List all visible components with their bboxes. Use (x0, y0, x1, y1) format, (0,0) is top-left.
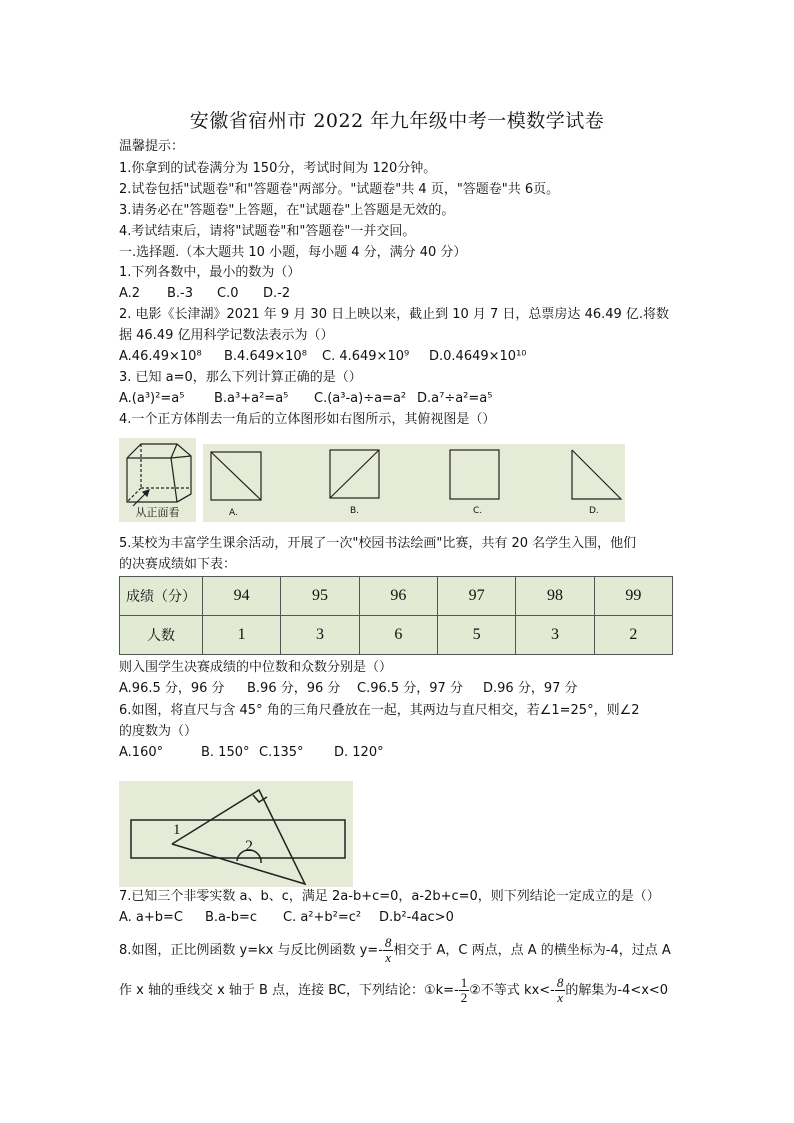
q6-stem: 6.如图，将直尺与含 45° 角的三角尺叠放在一起，其两边与直尺相交，若∠1=25°，则∠2 (119, 703, 640, 718)
table-cell: 95 (281, 577, 359, 616)
q3-option-d: D.a⁷÷a²=a⁵ (417, 391, 493, 406)
fraction (383, 936, 394, 965)
table-cell: 3 (281, 616, 359, 655)
fraction-numerator: 8 (556, 975, 564, 990)
angle-2-label: 2 (245, 838, 253, 855)
q3-option-a: A.(a³)²=a⁵ (119, 391, 185, 406)
q2-option-b: B.4.649×10⁸ (224, 349, 307, 364)
q6-options (119, 744, 384, 762)
q8-line-1 (119, 936, 671, 966)
q6-stem-cont: 的度数为（） (119, 724, 198, 739)
table-header-cell: 成绩（分） (120, 577, 203, 616)
table-row (120, 616, 673, 655)
fraction-denominator: 2 (460, 990, 468, 1005)
fraction (459, 976, 470, 1005)
option-a-label: A. (229, 508, 238, 518)
fraction-denominator: x (385, 950, 392, 965)
q3-option-c: C.(a³-a)÷a=a² (314, 391, 407, 406)
table-cell: 3 (516, 616, 594, 655)
cube-figure (119, 438, 196, 522)
table-cell: 94 (203, 577, 281, 616)
table-cell: 1 (203, 616, 281, 655)
q5-option-c: C.96.5 分，97 分 (357, 681, 463, 696)
q1-stem: 1.下列各数中，最小的数为（） (119, 265, 301, 280)
q2-option-a: A.46.49×10⁸ (119, 349, 202, 364)
q2-stem-cont: 据 46.49 亿用科学记数法表示为（） (119, 328, 334, 343)
q8-text: ②不等式 kx<- (469, 983, 555, 998)
q6-option-d: D. 120° (334, 745, 384, 760)
q6-option-a: A.160° (119, 745, 164, 760)
q1-option-c: C.0 (217, 286, 239, 301)
q2-option-d: D.0.4649×10¹⁰ (429, 349, 527, 364)
score-table (119, 576, 673, 655)
q8-text: 的解集为-4<x<0 (565, 983, 669, 998)
table-cell: 6 (359, 616, 437, 655)
q3-options (119, 390, 492, 408)
q7-options (119, 909, 454, 927)
cube-caption: 从正面看 (135, 506, 180, 519)
ruler-triangle-diagram (119, 781, 353, 887)
tip-item: 1.你拿到的试卷满分为 150分，考试时间为 120分钟。 (119, 161, 437, 176)
q7-option-c: C. a²+b²=c² (283, 910, 362, 925)
q2-options (119, 348, 527, 366)
q5-option-d: D.96 分，97 分 (483, 681, 578, 696)
option-c-square (450, 450, 499, 499)
table-row (120, 577, 673, 616)
q7-option-d: D.b²-4ac>0 (379, 910, 454, 925)
page-title: 安徽省宿州市 2022 年九年级中考一模数学试卷 (189, 110, 605, 132)
section-heading: 一.选择题.（本大题共 10 小题，每小题 4 分，满分 40 分） (119, 245, 467, 260)
q7-option-a: A. a+b=C (119, 910, 184, 925)
fraction-numerator: 1 (460, 975, 468, 990)
q8-text: 相交于 A，C 两点，点 A 的横坐标为-4，过点 A (393, 943, 671, 958)
q7-stem: 7.已知三个非零实数 a、b、c，满足 2a-b+c=0，a-2b+c=0，则下列结论一定成立的是（） (119, 889, 660, 904)
q3-stem: 3. 已知 a=0，那么下列计算正确的是（） (119, 370, 362, 385)
top-view-options (203, 444, 625, 522)
q4-options-figure (203, 444, 625, 522)
q1-options (119, 285, 290, 303)
q5-options (119, 680, 578, 698)
set-square (172, 790, 305, 884)
q6-option-c: C.135° (259, 745, 304, 760)
table-cell: 97 (437, 577, 515, 616)
q2-option-c: C. 4.649×10⁹ (322, 349, 410, 364)
table-cell: 5 (437, 616, 515, 655)
q6-option-b: B. 150° (201, 745, 250, 760)
table-header-cell: 人数 (120, 616, 203, 655)
q5-option-a: A.96.5 分，96 分 (119, 681, 225, 696)
table-cell: 99 (594, 577, 672, 616)
table-cell: 98 (516, 577, 594, 616)
q1-option-a: A.2 (119, 286, 141, 301)
ruler (131, 820, 345, 858)
option-d-label: D. (589, 506, 599, 516)
q7-option-b: B.a-b=c (205, 910, 257, 925)
tips-heading: 温馨提示： (119, 139, 185, 154)
q8-line-2 (119, 976, 668, 1006)
angle-1-label: 1 (173, 822, 181, 838)
option-b-label: B. (350, 506, 360, 516)
ruler-triangle-figure (119, 781, 353, 887)
q5-stem-cont: 的决赛成绩如下表： (119, 557, 237, 572)
fraction-numerator: 8 (384, 935, 392, 950)
q8-text: 作 x 轴的垂线交 x 轴于 B 点，连接 BC，下列结论：①k=- (119, 983, 459, 998)
q8-text: 8.如图，正比例函数 y=kx 与反比例函数 y=- (119, 943, 383, 958)
table-cell: 96 (359, 577, 437, 616)
q2-stem: 2. 电影《长津湖》2021 年 9 月 30 日上映以来，截止到 10 月 7 日，总票房达 46.49 亿.将数 (119, 307, 670, 322)
q1-option-b: B.-3 (167, 286, 194, 301)
tip-item: 4.考试结束后，请将"试题卷"和"答题卷"一并交回。 (119, 224, 416, 239)
q5-stem: 5.某校为丰富学生课余活动，开展了一次"校园书法绘画"比赛，共有 20 名学生入围，他们 (119, 536, 637, 551)
tip-item: 2.试卷包括"试题卷"和"答题卷"两部分。"试题卷"共 4 页，"答题卷"共 6页。 (119, 182, 560, 197)
q5-option-b: B.96 分，96 分 (247, 681, 341, 696)
q4-stem: 4.一个正方体削去一角后的立体图形如右图所示，其俯视图是（） (119, 412, 496, 427)
fraction (555, 976, 566, 1005)
q5-question: 则入围学生决赛成绩的中位数和众数分别是（） (119, 660, 393, 675)
option-d-triangle (572, 450, 621, 499)
fraction-denominator: x (557, 990, 563, 1005)
option-c-label: C. (473, 506, 483, 516)
tip-item: 3.请务必在"答题卷"上答题，在"试题卷"上答题是无效的。 (119, 203, 455, 218)
q3-option-b: B.a³+a²=a⁵ (214, 391, 289, 406)
q1-option-d: D.-2 (263, 286, 291, 301)
table-cell: 2 (594, 616, 672, 655)
